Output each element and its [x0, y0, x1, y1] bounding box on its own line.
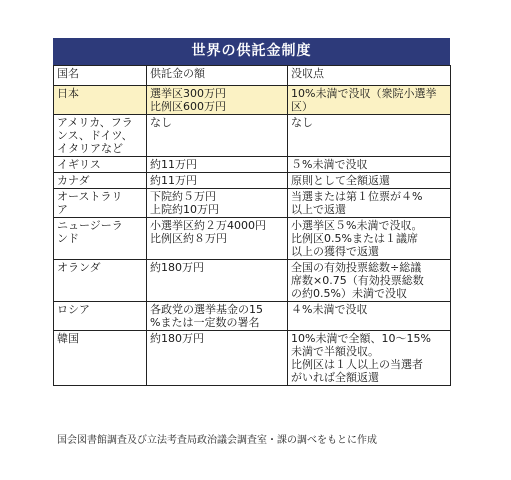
- cell-text: %または一定数の署名: [150, 316, 260, 329]
- cell-text: ンス、ドイツ、: [57, 129, 133, 142]
- table-row: [54, 260, 451, 302]
- deposit-cell: [147, 331, 288, 386]
- cell-text: なし: [150, 116, 172, 129]
- country-cell: [54, 331, 147, 386]
- cell-text: ンド: [57, 232, 79, 245]
- country-cell: [54, 189, 147, 218]
- cell-text: 韓国: [57, 332, 79, 345]
- cell-text: 未満で半額没収。: [291, 345, 379, 358]
- deposit-cell: [147, 173, 288, 189]
- cell-text: 下院約５万円: [150, 190, 216, 203]
- table-row: [54, 157, 451, 173]
- country-cell: [54, 173, 147, 189]
- country-cell: [54, 157, 147, 173]
- cell-text: 約11万円: [150, 174, 197, 187]
- cell-text: 約11万円: [150, 158, 197, 171]
- forfeit-cell: [288, 331, 451, 386]
- cell-text: 選挙区300万円: [150, 87, 226, 100]
- deposit-cell: [147, 86, 288, 115]
- cell-text: 当選または第１位票が４%: [291, 190, 423, 203]
- forfeit-cell: [288, 157, 451, 173]
- cell-text: の約0.5%）未満で没収: [291, 287, 407, 300]
- deposit-cell: [147, 157, 288, 173]
- forfeit-cell: [288, 260, 451, 302]
- cell-text: オランダ: [57, 261, 101, 274]
- table-row: [54, 302, 451, 331]
- country-cell: [54, 302, 147, 331]
- cell-text: 10%未満で没収（衆院小選挙: [291, 87, 437, 100]
- cell-text: 全国の有効投票総数÷総議: [291, 261, 422, 274]
- forfeit-cell: [288, 302, 451, 331]
- table-row: [54, 86, 451, 115]
- cell-text: イタリアなど: [57, 142, 123, 155]
- table-row: [54, 331, 451, 386]
- cell-text: 小選挙区５%未満で没収。: [291, 219, 423, 232]
- deposit-cell: [147, 260, 288, 302]
- country-cell: [54, 115, 147, 157]
- forfeit-cell: [288, 86, 451, 115]
- forfeit-cell: [288, 218, 451, 260]
- cell-text: 10%未満で全額、10～15%: [291, 332, 431, 345]
- cell-text: 原則として全額返還: [291, 174, 390, 187]
- cell-text: 約180万円: [150, 332, 204, 345]
- cell-text: 区）: [291, 100, 313, 113]
- cell-text: 以上で返還: [291, 203, 346, 216]
- cell-text: 日本: [57, 87, 79, 100]
- cell-text: 上院約10万円: [150, 203, 219, 216]
- header-row: [54, 66, 451, 86]
- cell-text: 比例区は１人以上の当選者: [291, 358, 423, 371]
- cell-text: 比例区約８万円: [150, 232, 227, 245]
- cell-text: ニュージーラ: [57, 219, 123, 232]
- table-row: [54, 189, 451, 218]
- forfeit-cell: [288, 173, 451, 189]
- cell-text: ア: [57, 203, 68, 216]
- cell-text: 比例区600万円: [150, 100, 226, 113]
- country-cell: [54, 218, 147, 260]
- cell-text: がいれば全額返還: [291, 371, 379, 384]
- table-title: 世界の供託金制度: [53, 38, 450, 65]
- deposit-cell: [147, 302, 288, 331]
- cell-text: ロシア: [57, 303, 90, 316]
- deposit-table-figure: [53, 38, 450, 386]
- header-deposit: 供託金の額: [147, 66, 288, 86]
- cell-text: なし: [291, 116, 313, 129]
- cell-text: カナダ: [57, 174, 90, 187]
- table-row: [54, 218, 451, 260]
- table-row: [54, 173, 451, 189]
- cell-text: 以上の獲得で返還: [291, 245, 379, 258]
- cell-text: オーストラリ: [57, 190, 123, 203]
- country-cell: [54, 86, 147, 115]
- cell-text: イギリス: [57, 158, 101, 171]
- cell-text: 約180万円: [150, 261, 204, 274]
- cell-text: 各政党の選挙基金の15: [150, 303, 263, 316]
- cell-text: 比例区0.5%または１議席: [291, 232, 418, 245]
- cell-text: 小選挙区約２万4000円: [150, 219, 266, 232]
- forfeit-cell: [288, 189, 451, 218]
- country-cell: [54, 260, 147, 302]
- deposit-cell: [147, 189, 288, 218]
- cell-text: ４%未満で没収: [291, 303, 368, 316]
- cell-text: 席数×0.75（有効投票総数: [291, 274, 424, 287]
- header-forfeit: 没収点: [288, 66, 451, 86]
- deposit-cell: [147, 115, 288, 157]
- deposit-cell: [147, 218, 288, 260]
- header-country: 国名: [54, 66, 147, 86]
- source-note: 国会図書館調査及び立法考査局政治議会調査室・課の調べをもとに作成: [57, 435, 377, 446]
- forfeit-cell: [288, 115, 451, 157]
- deposit-table: [53, 65, 451, 386]
- cell-text: ５%未満で没収: [291, 158, 368, 171]
- cell-text: アメリカ、フラ: [57, 116, 133, 129]
- table-row: [54, 115, 451, 157]
